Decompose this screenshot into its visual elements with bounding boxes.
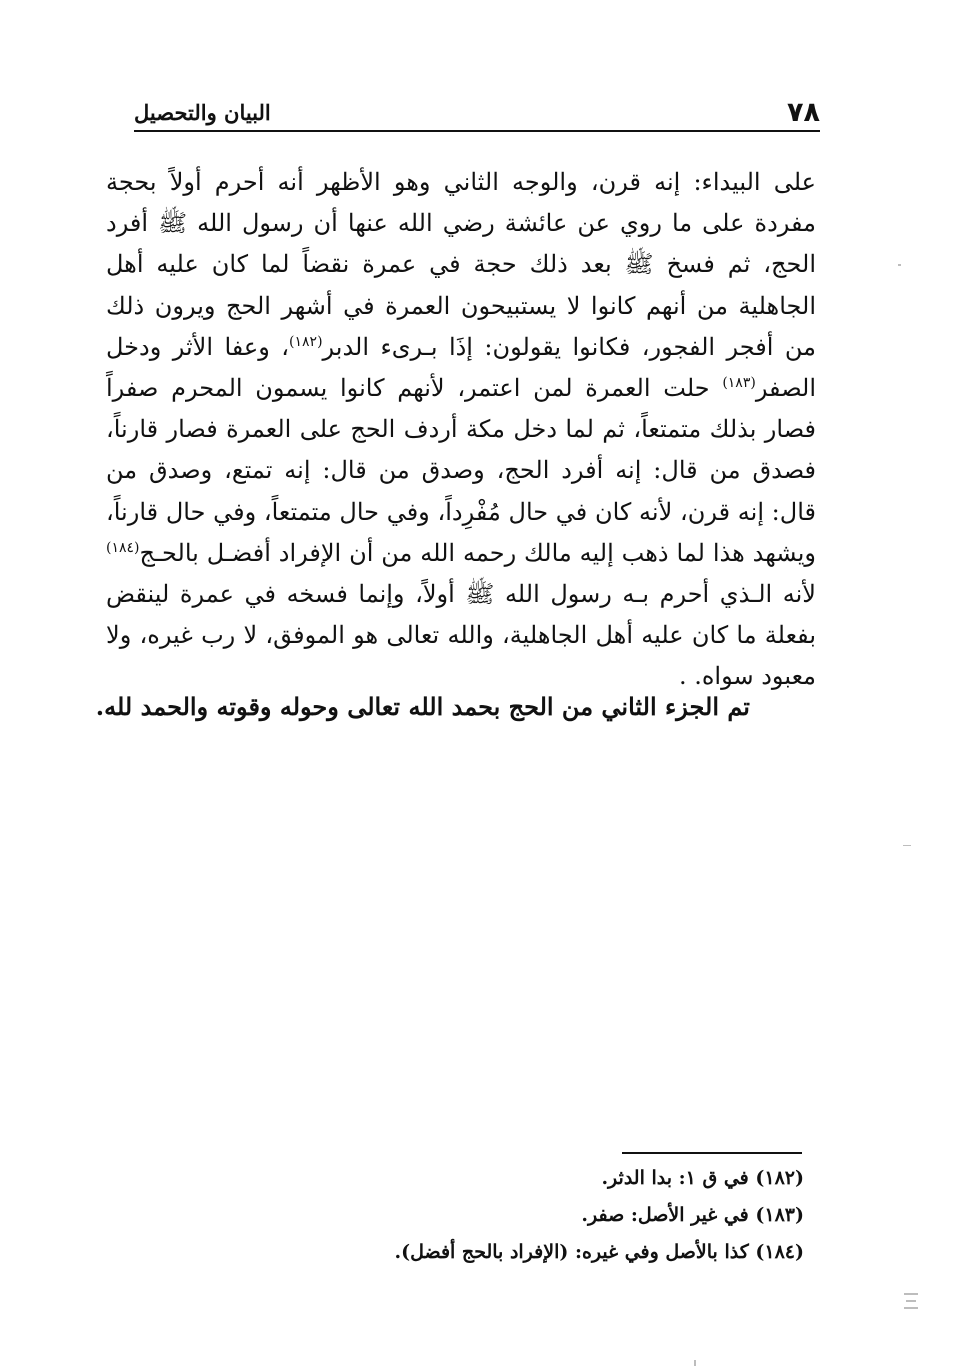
footnote-182: (١٨٢) في ق ١: بدا الدثر. [601, 1167, 804, 1189]
footnote-marker-184: (١٨٤) [106, 539, 140, 556]
closing-statement: تم الجزء الثاني من الحج بحمد الله تعالى وحوله وقوته والحمد لله. [95, 692, 750, 721]
main-text [106, 162, 816, 698]
footnotes [244, 1160, 804, 1271]
body-text-part-3: حلت العمرة لمن اعتمر، لأنهم كانوا يسمون المحرم صفراً فصار بذلك متمتعاً، ثم لما دخل مكة أردف الحج على العمرة فصار قارناً، فصدق من قال: إنه أفرد الحج، وصدق من قال: إنه تمتع، وصدق من قال: إنه قرن، لأنه كان في حال مُفْرِداً، وفي حال متمتعاً، وفي حال قارناً، ويشهد هذا لما ذهب إليه مالك رحمه الله من أن الإفراد أفضـل بالحـج [106, 374, 816, 567]
running-title: البيان والتحصيل [134, 100, 271, 125]
page-header [134, 98, 820, 128]
scan-speck [904, 1307, 918, 1309]
scan-speck [904, 1293, 918, 1295]
scan-speck [898, 264, 901, 266]
header-rule [134, 130, 820, 132]
footnote-marker-182: (١٨٢) [289, 333, 323, 350]
body-text-part-2: ، وعفا الأثر ودخل الصفر [106, 332, 816, 403]
footnote-separator [622, 1152, 802, 1154]
body-text-part-1: على البيداء: إنه قرن، والوجه الثاني وهو الأظهر أنه أحرم أولاً بحجة مفردة على ما روي عن عائشة رضي الله عنها أن رسول الله ﷺ أفرد الحج، ثم فسخ ﷺ بعد ذلك حجة في عمرة نقضاً لما كان عليه أهل الجاهلية من أنهم كانوا لا يستبيحون العمرة في أشهر الحج ويرون ذلك من أفجر الفجور، فكانوا يقولون: إذَا بـرىء الدبر [106, 168, 816, 361]
footnote-184: (١٨٤) كذا بالأصل وفي غيره: (الإفراد بالحج أفضل). [394, 1241, 804, 1263]
footnote-183: (١٨٣) في غير الأصل: صفر. [581, 1204, 804, 1226]
scan-speck [906, 1300, 916, 1302]
scan-speck [694, 1360, 696, 1366]
scan-speck [903, 845, 911, 846]
page-number: ٧٨ [787, 97, 820, 128]
body-text-part-4: لأنه الـذي أحرم بـه رسول الله ﷺ أولاً، وإنما فسخه في عمرة لينقض بفعلة ما كان عليه أهل الجاهلية، والله تعالى هو الموفق، لا رب غيره، ولا معبود سواه. . [106, 580, 816, 691]
footnote-marker-183: (١٨٣) [722, 375, 756, 392]
body-paragraph [106, 162, 816, 698]
